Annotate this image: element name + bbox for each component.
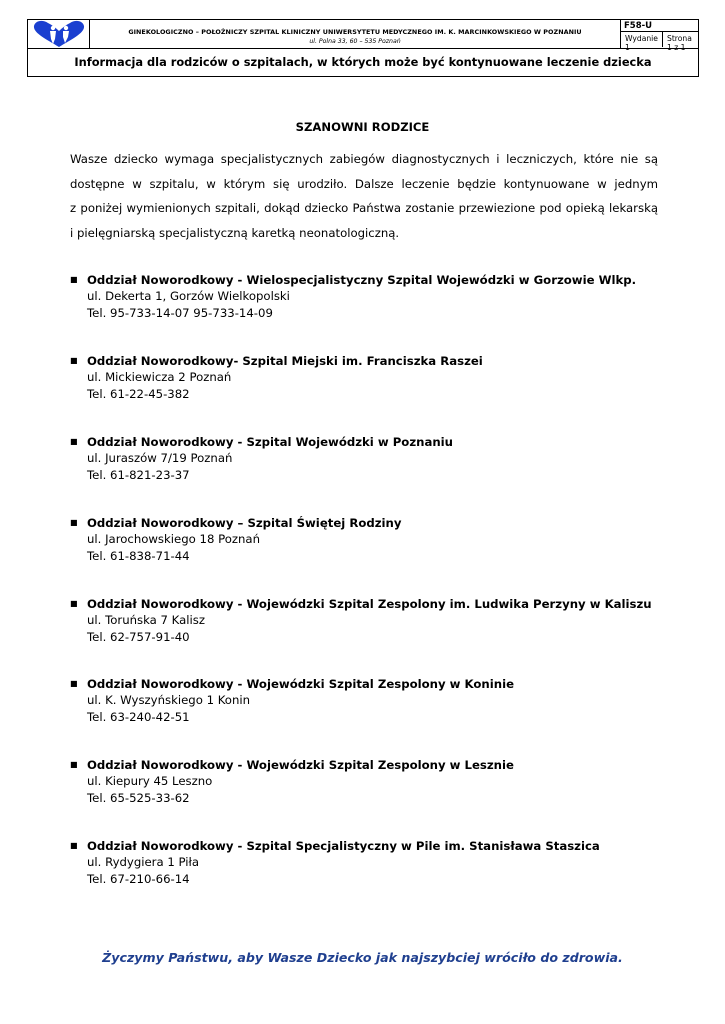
hospital-name: Oddział Noworodkowy - Szpital Specjalistyczny w Pile im. Stanisława Staszica	[87, 839, 600, 853]
institution-cell	[90, 20, 621, 49]
intro-line: i pielęgniarską specjalistyczną karetką neonatologiczną.	[70, 225, 400, 240]
hospital-address: ul. K. Wyszyńskiego 1 Konin	[87, 693, 251, 708]
institution-address: ul. Polna 33, 60 – 535 Poznań	[309, 38, 401, 45]
hospital-phone: Tel. 63-240-42-51	[87, 709, 190, 724]
page-label: Strona 1 z 1	[667, 34, 692, 52]
bullet-icon: ■	[70, 760, 78, 769]
hospital-address: ul. Rydygiera 1 Piła	[87, 855, 200, 870]
hospital-name: Oddział Noworodkowy – Szpital Świętej Rodziny	[87, 516, 402, 530]
bullet-icon: ■	[70, 356, 78, 365]
document-code: F58-U	[621, 20, 698, 32]
document-code-cell	[621, 20, 698, 52]
edition-label: Wydanie 1	[621, 32, 663, 47]
hospital-phone: Tel. 67-210-66-14	[87, 871, 190, 886]
hospital-name: Oddział Noworodkowy - Szpital Wojewódzki w Poznaniu	[87, 435, 453, 449]
hospital-name: Oddział Noworodkowy - Wielospecjalistyczny Szpital Wojewódzki w Gorzowie Wlkp.	[87, 273, 637, 287]
hospital-address: ul. Kiepury 45 Leszno	[87, 774, 213, 789]
logo-cell	[28, 20, 90, 49]
intro-line: Wasze dziecko wymaga specjalistycznych zabiegów diagnostycznych i leczniczych, które nie są	[70, 152, 658, 166]
hospital-logo-icon	[28, 20, 90, 49]
bullet-icon: ■	[70, 518, 78, 527]
hospital-address: ul. Jarochowskiego 18 Poznań	[87, 532, 260, 547]
document-header	[27, 19, 699, 77]
document-meta	[621, 32, 698, 52]
hospital-name: Oddział Noworodkowy- Szpital Miejski im. Franciszka Raszei	[87, 354, 483, 368]
bullet-icon: ■	[70, 599, 78, 608]
bullet-icon: ■	[70, 437, 78, 446]
greeting-heading: SZANOWNI RODZICE	[295, 120, 430, 134]
hospital-address: ul. Dekerta 1, Gorzów Wielkopolski	[87, 289, 290, 304]
hospital-phone: Tel. 65-525-33-62	[87, 790, 190, 805]
hospital-phone: Tel. 95-733-14-07 95-733-14-09	[87, 305, 273, 320]
hospital-phone: Tel. 61-22-45-382	[87, 386, 190, 401]
intro-paragraph	[70, 147, 658, 245]
hospital-phone: Tel. 61-821-23-37	[87, 467, 190, 482]
institution-name: GINEKOLOGICZNO – POŁOŻNICZY SZPITAL KLINICZNY UNIWERSYTETU MEDYCZNEGO IM. K. MARCINKOWSKIEGO W POZNANIU	[128, 28, 582, 36]
hospital-address: ul. Mickiewicza 2 Poznań	[87, 370, 232, 385]
intro-line: dostępne w szpitalu, w którym się urodziło. Dalsze leczenie będzie kontynuowane w jednym	[70, 176, 658, 191]
hospital-name: Oddział Noworodkowy - Wojewódzki Szpital Zespolony w Lesznie	[87, 758, 514, 772]
hospital-phone: Tel. 61-838-71-44	[87, 548, 190, 563]
closing-wish: Życzymy Państwu, aby Wasze Dziecko jak najszybciej wróciło do zdrowia.	[102, 950, 623, 965]
intro-line: z poniżej wymienionych szpitali, dokąd dziecko Państwa zostanie przewiezione pod opieką lekarską	[70, 201, 658, 216]
hospital-address: ul. Toruńska 7 Kalisz	[87, 613, 206, 628]
bullet-icon: ■	[70, 275, 78, 284]
hospital-name: Oddział Noworodkowy - Wojewódzki Szpital Zespolony w Koninie	[87, 677, 515, 691]
hospital-name: Oddział Noworodkowy - Wojewódzki Szpital Zespolony im. Ludwika Perzyny w Kaliszu	[87, 597, 652, 611]
document-title: Informacja dla rodziców o szpitalach, w których może być kontynuowane leczenie dziecka	[74, 55, 652, 69]
bullet-icon: ■	[70, 679, 78, 688]
hospital-phone: Tel. 62-757-91-40	[87, 629, 190, 644]
bullet-icon: ■	[70, 841, 78, 850]
hospital-address: ul. Juraszów 7/19 Poznań	[87, 451, 233, 466]
title-cell	[28, 49, 698, 76]
